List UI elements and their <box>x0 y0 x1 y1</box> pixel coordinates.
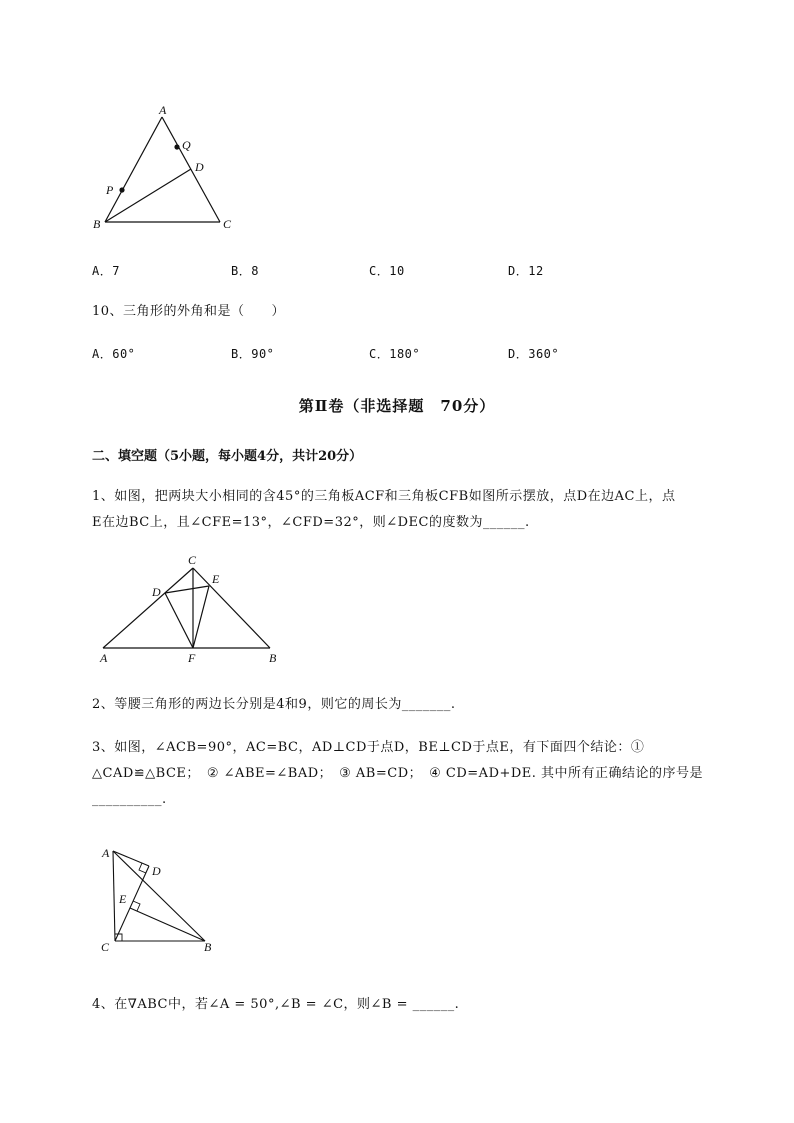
label-e: E <box>119 892 127 906</box>
label-e: E <box>212 572 220 586</box>
label-b: B <box>93 217 101 231</box>
line-be <box>130 908 205 941</box>
fill-q3-line2: △CAD≌△BCE； ② ∠ABE=∠BAD； ③ AB=CD； ④ CD=AD+DE. 其中所有正确结论的序号是 <box>92 766 704 781</box>
line-df <box>165 593 193 648</box>
segment-bd <box>105 169 191 222</box>
point-p-dot <box>119 187 124 192</box>
fill-q1-line1: 1、如图，把两块大小相同的含45°的三角板ACF和三角板CFB如图所示摆放，点D在边AC上，点 <box>92 489 676 504</box>
fill-q1-figure <box>92 550 292 670</box>
label-b: B <box>269 651 277 665</box>
label-b: B <box>204 940 212 954</box>
line-cb <box>193 568 270 648</box>
line-ef <box>193 586 209 648</box>
fill-q2-line1: 2、等腰三角形的两边长分别是4和9，则它的周长为_______. <box>92 697 456 712</box>
part2-title: 第Ⅱ卷（非选择题 70分） <box>298 397 496 415</box>
q9-option-b[interactable]: B．8 <box>231 264 259 278</box>
label-a: A <box>100 651 108 665</box>
label-q: Q <box>182 138 191 152</box>
fill-q3-figure <box>92 838 232 958</box>
label-p: P <box>106 183 114 197</box>
fill-q3-line3: __________. <box>92 792 167 807</box>
label-c: C <box>223 217 232 231</box>
label-d: D <box>152 864 161 878</box>
label-f: F <box>188 651 196 665</box>
q10-option-a[interactable]: A．60° <box>92 347 136 361</box>
line-ac <box>113 851 115 941</box>
label-d: D <box>195 160 204 174</box>
label-d: D <box>152 585 161 599</box>
q9-triangle-figure <box>88 100 248 235</box>
q9-option-d[interactable]: D．12 <box>508 264 544 278</box>
fill-q1-line2: E在边BC上，且∠CFE=13°，∠CFD=32°，则∠DEC的度数为______. <box>92 515 530 530</box>
q10-stem: 10、三角形的外角和是（ ） <box>92 304 286 319</box>
fill-q4-line1: 4、在∇ABC中，若∠A = 50°,∠B = ∠C，则∠B = ______. <box>92 997 460 1012</box>
q10-option-b[interactable]: B．90° <box>231 347 275 361</box>
fill-q3-line1: 3、如图，∠ACB=90°，AC=BC，AD⊥CD于点D，BE⊥CD于点E，有下面四个结论：① <box>92 740 645 755</box>
label-a: A <box>159 103 167 117</box>
line-ac <box>103 568 193 648</box>
side-ab <box>105 117 162 222</box>
label-a: A <box>102 846 110 860</box>
point-q-dot <box>174 144 179 149</box>
label-c: C <box>188 553 197 567</box>
q9-option-a[interactable]: A．7 <box>92 264 120 278</box>
q9-option-c[interactable]: C．10 <box>369 264 405 278</box>
q10-option-c[interactable]: C．180° <box>369 347 421 361</box>
label-c: C <box>101 940 110 954</box>
q10-option-d[interactable]: D．360° <box>508 347 560 361</box>
line-ad <box>113 851 149 866</box>
section-heading: 二、填空题（5小题，每小题4分，共计20分） <box>92 449 363 464</box>
